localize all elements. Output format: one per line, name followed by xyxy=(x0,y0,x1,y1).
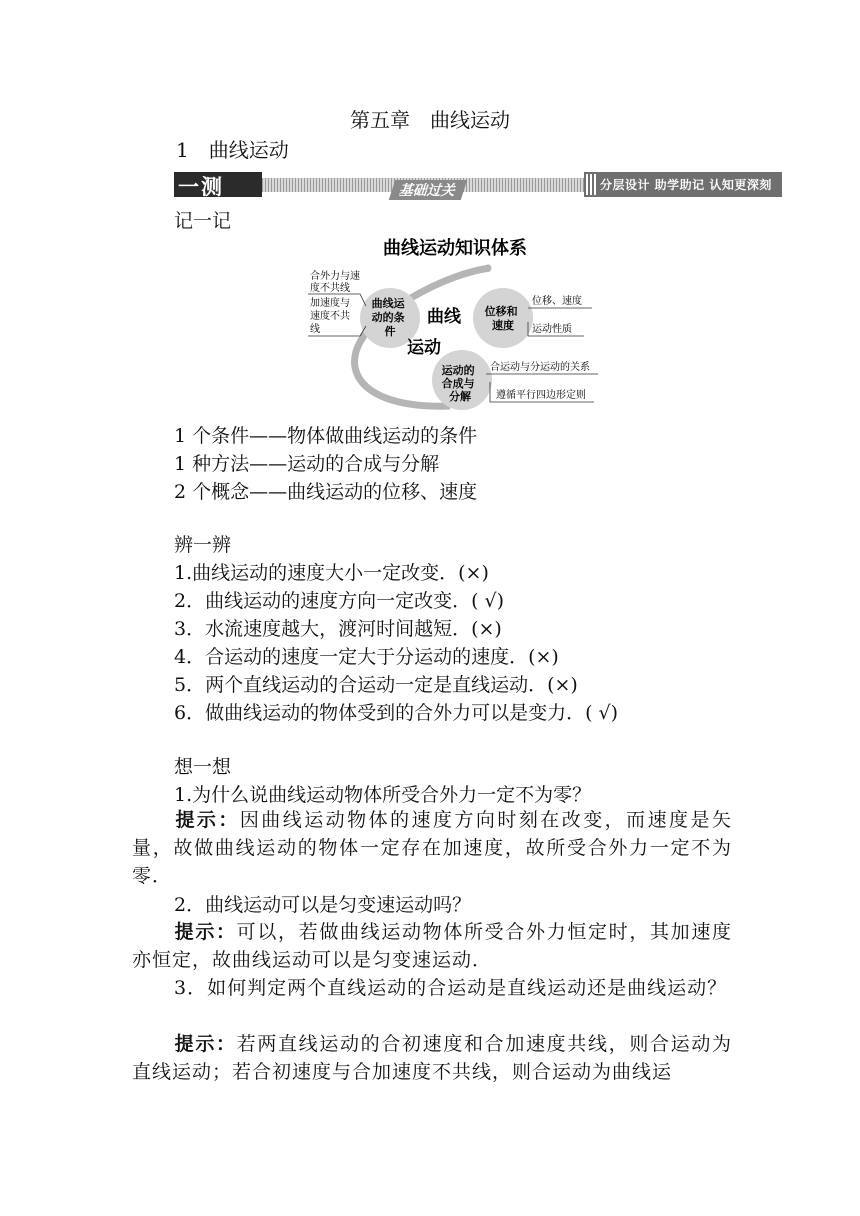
diagram-title: 曲线运动知识体系 xyxy=(383,238,527,259)
banner-bars-icon xyxy=(586,174,596,195)
knowledge-diagram xyxy=(300,228,610,418)
section-banner xyxy=(174,172,782,197)
answer-text: 因曲线运动物体的速度方向时刻在改变，而速度是矢量，故做曲线运动的物体一定存在加速度，故所受合外力一定不为零． xyxy=(132,809,732,887)
distinguish-heading: 辨一辨 xyxy=(174,534,232,556)
label-conditions-1 xyxy=(310,269,363,294)
label-pv-1: 位移、速度 xyxy=(532,296,582,307)
think-answer xyxy=(132,1030,732,1086)
node-conditions-line: 曲线运 xyxy=(371,297,405,310)
hint-label: 提示： xyxy=(174,809,240,831)
label-pv-2: 运动性质 xyxy=(532,324,572,335)
knowledge-diagram-svg xyxy=(300,228,610,418)
distinguish-item: 3．水流速度越大，渡河时间越短．(×) xyxy=(174,618,502,640)
node-composition-line: 合成与 xyxy=(441,377,475,390)
center-label-2: 运动 xyxy=(407,338,441,358)
answer-text: 若两直线运动的合初速度和合加速度共线，则合运动为直线运动；若合初速度与合加速度不共线，则合运动为曲线运 xyxy=(132,1033,732,1083)
node-pv-line: 位移和 xyxy=(484,305,518,318)
remember-heading: 记一记 xyxy=(174,210,232,232)
label-line: 度不共线 xyxy=(310,283,350,294)
node-composition-line: 分解 xyxy=(449,390,471,403)
distinguish-item: 5．两个直线运动的合运动一定是直线运动．(×) xyxy=(174,674,578,696)
think-heading: 想一想 xyxy=(174,756,232,778)
distinguish-item: 2．曲线运动的速度方向一定改变．( √) xyxy=(174,590,505,612)
think-answer xyxy=(132,918,732,974)
banner-left-block xyxy=(174,172,262,197)
hint-label: 提示： xyxy=(174,921,237,943)
summary-item: 2 个概念——曲线运动的位移、速度 xyxy=(174,481,478,503)
label-line: 合外力与速 xyxy=(310,271,360,282)
node-conditions-line: 动的条 xyxy=(371,311,405,324)
banner-right-label: 分层设计 助学助记 认知更深刻 xyxy=(600,178,772,192)
think-question-wrapped xyxy=(132,974,732,1002)
summary-item: 1 个条件——物体做曲线运动的条件 xyxy=(174,425,478,447)
node-position-velocity xyxy=(473,288,533,348)
think-answer xyxy=(132,806,732,890)
summary-item: 1 种方法——运动的合成与分解 xyxy=(174,453,440,475)
label-comp-1: 合运动与分运动的关系 xyxy=(490,362,590,373)
orbit-dot xyxy=(485,265,492,272)
label-line: 加速度与 xyxy=(310,298,350,309)
distinguish-item: 1.曲线运动的速度大小一定改变．(×) xyxy=(174,562,489,584)
answer-text: 可以，若做曲线运动物体所受合外力恒定时，其加速度亦恒定，故曲线运动可以是匀变速运动． xyxy=(132,921,732,971)
distinguish-item: 4．合运动的速度一定大于分运动的速度．(×) xyxy=(174,646,559,668)
question-text: 3．如何判定两个直线运动的合运动是直线运动还是曲线运动？ xyxy=(174,977,728,999)
label-line: 速度不共 xyxy=(310,311,350,322)
banner-left-label: 一测 xyxy=(178,175,224,199)
chapter-title: 第五章 曲线运动 xyxy=(350,108,510,132)
center-label-1: 曲线 xyxy=(427,307,461,327)
banner-mid-label: 基础过关 xyxy=(389,180,467,200)
think-question: 1.为什么说曲线运动物体所受合外力一定不为零？ xyxy=(174,784,592,806)
node-conditions-line: 件 xyxy=(384,325,396,338)
node-pv-line: 速度 xyxy=(492,319,514,332)
hint-label: 提示： xyxy=(174,1033,237,1055)
label-conditions-2 xyxy=(310,296,353,335)
section-title: 1 曲线运动 xyxy=(176,138,289,162)
banner-right-block xyxy=(584,172,782,197)
node-composition-line: 运动的 xyxy=(441,364,475,377)
label-line: 线 xyxy=(310,324,320,335)
think-question: 2．曲线运动可以是匀变速运动吗？ xyxy=(174,894,472,916)
distinguish-item: 6．做曲线运动的物体受到的合外力可以是变力．( √) xyxy=(174,702,619,724)
label-comp-2: 遵循平行四边形定则 xyxy=(496,390,586,401)
